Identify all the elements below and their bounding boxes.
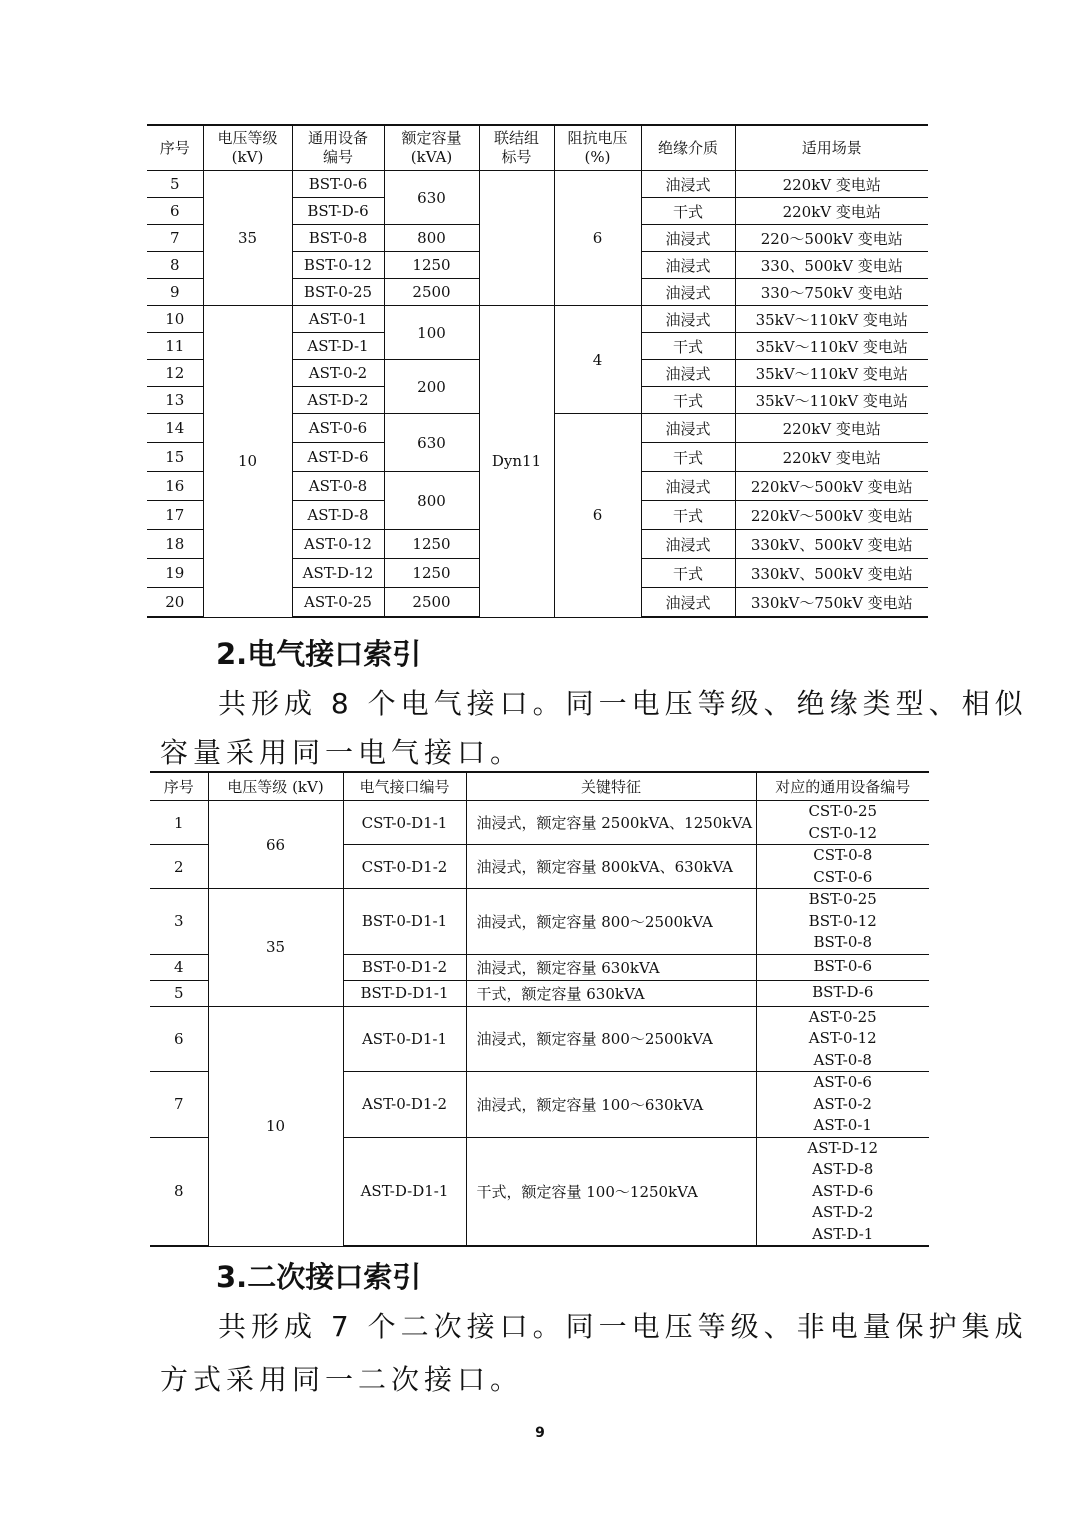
scene-cell: 35kV～110kV 变电站 bbox=[735, 360, 928, 387]
feature-cell: 干式，额定容量 100～1250kVA bbox=[466, 1137, 756, 1246]
seq-cell: 7 bbox=[150, 1072, 208, 1138]
capacity-cell: 2500 bbox=[384, 279, 479, 306]
seq-cell: 12 bbox=[147, 360, 203, 387]
feature-cell: 油浸式，额定容量 2500kVA、1250kVA bbox=[466, 801, 756, 845]
header-cell: 关键特征 bbox=[466, 772, 756, 801]
scene-cell: 35kV～110kV 变电站 bbox=[735, 333, 928, 360]
voltage-cell: 35 bbox=[203, 171, 292, 306]
scene-cell: 220kV 变电站 bbox=[735, 414, 928, 443]
header-cell: 序号 bbox=[147, 125, 203, 171]
device-codes-cell: BST-D-6 bbox=[756, 980, 929, 1006]
interface-code-cell: AST-0-D1-1 bbox=[343, 1006, 466, 1072]
seq-cell: 8 bbox=[150, 1137, 208, 1246]
section-3-heading: 3.二次接口索引 bbox=[216, 1260, 422, 1294]
code-cell: AST-D-2 bbox=[292, 387, 384, 414]
interface-code-cell: CST-0-D1-2 bbox=[343, 845, 466, 889]
interface-code-cell: BST-0-D1-2 bbox=[343, 954, 466, 980]
medium-cell: 干式 bbox=[641, 443, 735, 472]
section-3-paragraph-line-1: 共形成 7 个二次接口。同一电压等级、非电量保护集成 bbox=[218, 1310, 1028, 1343]
code-cell: BST-0-12 bbox=[292, 252, 384, 279]
header-cell: 适用场景 bbox=[735, 125, 928, 171]
seq-cell: 18 bbox=[147, 530, 203, 559]
seq-cell: 2 bbox=[150, 845, 208, 889]
impedance-cell: 4 bbox=[554, 306, 641, 414]
seq-cell: 7 bbox=[147, 225, 203, 252]
interface-code-cell: CST-0-D1-1 bbox=[343, 801, 466, 845]
header-cell: 额定容量 (kVA) bbox=[384, 125, 479, 171]
group-cell: Dyn11 bbox=[479, 306, 554, 618]
voltage-cell: 35 bbox=[208, 889, 343, 1007]
code-cell: BST-0-6 bbox=[292, 171, 384, 198]
impedance-cell: 6 bbox=[554, 171, 641, 306]
seq-cell: 4 bbox=[150, 954, 208, 980]
code-cell: AST-0-2 bbox=[292, 360, 384, 387]
impedance-cell: 6 bbox=[554, 414, 641, 618]
interface-code-cell: BST-D-D1-1 bbox=[343, 980, 466, 1006]
capacity-cell: 200 bbox=[384, 360, 479, 414]
page-number: 9 bbox=[535, 1425, 545, 1441]
scene-cell: 35kV～110kV 变电站 bbox=[735, 387, 928, 414]
feature-cell: 油浸式，额定容量 800～2500kVA bbox=[466, 1006, 756, 1072]
device-codes-cell: CST-0-8 CST-0-6 bbox=[756, 845, 929, 889]
seq-cell: 10 bbox=[147, 306, 203, 333]
seq-cell: 6 bbox=[147, 198, 203, 225]
capacity-cell: 1250 bbox=[384, 252, 479, 279]
medium-cell: 干式 bbox=[641, 559, 735, 588]
feature-cell: 油浸式，额定容量 100～630kVA bbox=[466, 1072, 756, 1138]
capacity-cell: 800 bbox=[384, 472, 479, 530]
medium-cell: 油浸式 bbox=[641, 360, 735, 387]
medium-cell: 油浸式 bbox=[641, 472, 735, 501]
seq-cell: 9 bbox=[147, 279, 203, 306]
device-codes-cell: AST-0-6 AST-0-2 AST-0-1 bbox=[756, 1072, 929, 1138]
header-cell: 电气接口编号 bbox=[343, 772, 466, 801]
medium-cell: 干式 bbox=[641, 198, 735, 225]
medium-cell: 油浸式 bbox=[641, 414, 735, 443]
interface-code-cell: BST-0-D1-1 bbox=[343, 889, 466, 955]
seq-cell: 14 bbox=[147, 414, 203, 443]
scene-cell: 220～500kV 变电站 bbox=[735, 225, 928, 252]
code-cell: AST-0-25 bbox=[292, 588, 384, 618]
feature-cell: 油浸式，额定容量 800～2500kVA bbox=[466, 889, 756, 955]
scene-cell: 220kV 变电站 bbox=[735, 171, 928, 198]
seq-cell: 11 bbox=[147, 333, 203, 360]
capacity-cell: 1250 bbox=[384, 559, 479, 588]
voltage-cell: 10 bbox=[208, 1006, 343, 1246]
voltage-cell: 10 bbox=[203, 306, 292, 618]
electrical-interface-table bbox=[150, 771, 929, 1247]
header-cell: 电压等级 (kV) bbox=[203, 125, 292, 171]
header-cell: 电压等级 (kV) bbox=[208, 772, 343, 801]
scene-cell: 220kV 变电站 bbox=[735, 198, 928, 225]
capacity-cell: 800 bbox=[384, 225, 479, 252]
medium-cell: 油浸式 bbox=[641, 225, 735, 252]
capacity-cell: 2500 bbox=[384, 588, 479, 618]
feature-cell: 油浸式，额定容量 630kVA bbox=[466, 954, 756, 980]
section-3-paragraph-line-2: 方式采用同一二次接口。 bbox=[160, 1363, 524, 1396]
header-cell: 联结组 标号 bbox=[479, 125, 554, 171]
scene-cell: 220kV～500kV 变电站 bbox=[735, 501, 928, 530]
interface-code-cell: AST-D-D1-1 bbox=[343, 1137, 466, 1246]
device-codes-cell: CST-0-25 CST-0-12 bbox=[756, 801, 929, 845]
device-codes-cell: BST-0-6 bbox=[756, 954, 929, 980]
group-cell bbox=[479, 171, 554, 306]
scene-cell: 220kV 变电站 bbox=[735, 443, 928, 472]
voltage-cell: 66 bbox=[208, 801, 343, 889]
seq-cell: 1 bbox=[150, 801, 208, 845]
seq-cell: 17 bbox=[147, 501, 203, 530]
scene-cell: 35kV～110kV 变电站 bbox=[735, 306, 928, 333]
header-cell: 序号 bbox=[150, 772, 208, 801]
device-codes-cell: AST-D-12 AST-D-8 AST-D-6 AST-D-2 AST-D-1 bbox=[756, 1137, 929, 1246]
seq-cell: 5 bbox=[147, 171, 203, 198]
seq-cell: 13 bbox=[147, 387, 203, 414]
section-2-paragraph-line-1: 共形成 8 个电气接口。同一电压等级、绝缘类型、相似 bbox=[218, 687, 1028, 720]
scene-cell: 330kV～750kV 变电站 bbox=[735, 588, 928, 618]
section-2-paragraph-line-2: 容量采用同一电气接口。 bbox=[160, 736, 524, 769]
seq-cell: 16 bbox=[147, 472, 203, 501]
scene-cell: 330～750kV 变电站 bbox=[735, 279, 928, 306]
header-cell: 绝缘介质 bbox=[641, 125, 735, 171]
code-cell: AST-D-6 bbox=[292, 443, 384, 472]
code-cell: AST-0-1 bbox=[292, 306, 384, 333]
device-codes-cell: BST-0-25 BST-0-12 BST-0-8 bbox=[756, 889, 929, 955]
code-cell: AST-D-8 bbox=[292, 501, 384, 530]
interface-code-cell: AST-0-D1-2 bbox=[343, 1072, 466, 1138]
feature-cell: 干式，额定容量 630kVA bbox=[466, 980, 756, 1006]
capacity-cell: 630 bbox=[384, 171, 479, 225]
scene-cell: 330、500kV 变电站 bbox=[735, 252, 928, 279]
code-cell: BST-0-25 bbox=[292, 279, 384, 306]
feature-cell: 油浸式，额定容量 800kVA、630kVA bbox=[466, 845, 756, 889]
code-cell: BST-0-8 bbox=[292, 225, 384, 252]
capacity-cell: 100 bbox=[384, 306, 479, 360]
medium-cell: 干式 bbox=[641, 501, 735, 530]
medium-cell: 油浸式 bbox=[641, 306, 735, 333]
header-cell: 通用设备 编号 bbox=[292, 125, 384, 171]
medium-cell: 油浸式 bbox=[641, 279, 735, 306]
seq-cell: 20 bbox=[147, 588, 203, 618]
capacity-cell: 630 bbox=[384, 414, 479, 472]
medium-cell: 油浸式 bbox=[641, 252, 735, 279]
device-codes-cell: AST-0-25 AST-0-12 AST-0-8 bbox=[756, 1006, 929, 1072]
medium-cell: 干式 bbox=[641, 333, 735, 360]
header-cell: 阻抗电压 (%) bbox=[554, 125, 641, 171]
medium-cell: 干式 bbox=[641, 387, 735, 414]
medium-cell: 油浸式 bbox=[641, 530, 735, 559]
scene-cell: 330kV、500kV 变电站 bbox=[735, 559, 928, 588]
code-cell: AST-D-12 bbox=[292, 559, 384, 588]
code-cell: AST-D-1 bbox=[292, 333, 384, 360]
scene-cell: 330kV、500kV 变电站 bbox=[735, 530, 928, 559]
header-cell: 对应的通用设备编号 bbox=[756, 772, 929, 801]
code-cell: AST-0-12 bbox=[292, 530, 384, 559]
medium-cell: 油浸式 bbox=[641, 171, 735, 198]
capacity-cell: 1250 bbox=[384, 530, 479, 559]
equipment-table bbox=[147, 124, 928, 618]
section-2-heading: 2.电气接口索引 bbox=[216, 637, 422, 671]
seq-cell: 5 bbox=[150, 980, 208, 1006]
code-cell: BST-D-6 bbox=[292, 198, 384, 225]
medium-cell: 油浸式 bbox=[641, 588, 735, 618]
seq-cell: 15 bbox=[147, 443, 203, 472]
code-cell: AST-0-8 bbox=[292, 472, 384, 501]
code-cell: AST-0-6 bbox=[292, 414, 384, 443]
seq-cell: 19 bbox=[147, 559, 203, 588]
scene-cell: 220kV～500kV 变电站 bbox=[735, 472, 928, 501]
seq-cell: 3 bbox=[150, 889, 208, 955]
seq-cell: 6 bbox=[150, 1006, 208, 1072]
seq-cell: 8 bbox=[147, 252, 203, 279]
